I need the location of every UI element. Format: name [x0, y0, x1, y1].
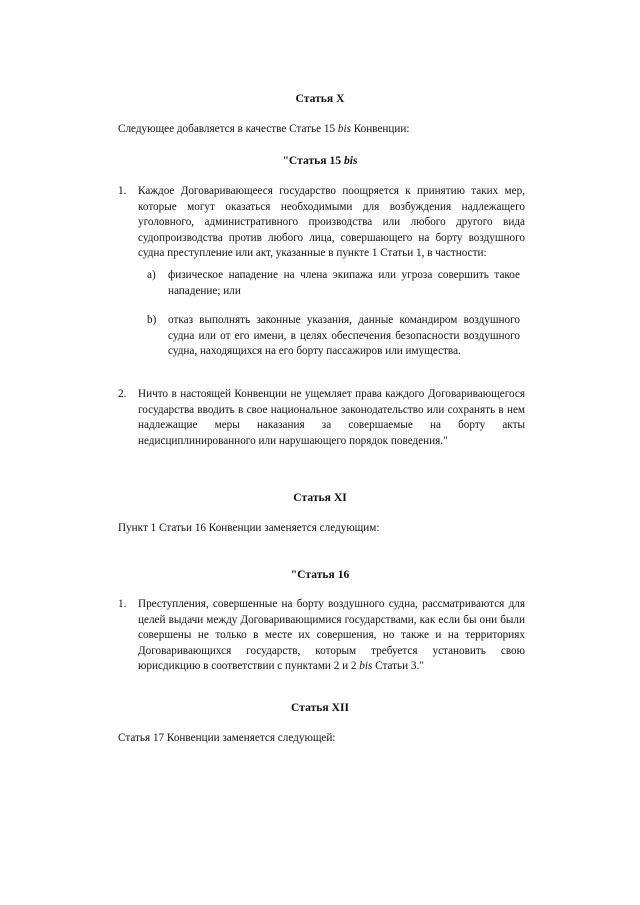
item-number: 1. [118, 598, 127, 610]
article-xi-intro: Пункт 1 Статьи 16 Конвенции заменяется следующим: [118, 522, 380, 534]
article-16-item-1 [118, 597, 528, 677]
item-text: Ничто в настоящей Конвенции не ущемляет права каждого Договаривающегося государства вводить в свое национальное законодательство или сохранять в нем надлежащие меры наказания за совершаемые на борту акты недисциплинированного или нарушающего порядок поведения." [138, 388, 525, 447]
article-xii-intro: Статья 17 Конвенции заменяется следующей: [118, 732, 336, 744]
subitem-label: a) [147, 269, 156, 281]
article-15bis-subitem-b [147, 313, 527, 377]
item-text: Каждое Договаривающееся государство поощряется к принятию таких мер, которые могут оказаться необходимыми для возбуждения надлежащего уголовного, административного производства или любого другого вида судопроизводства против любого лица, совершающего на борту воздушного судна преступление или акт, указанные в пункте 1 Статьи 1, в частности: [138, 185, 525, 260]
article-xi-heading: Статья XI [293, 491, 347, 504]
article-15bis-item-2 [118, 387, 528, 467]
item-text: Преступления, совершенные на борту воздушного судна, рассматриваются для целей выдачи между Договаривающимися государствами, как если бы они были совершены не только в месте их совершения, но также и на территориях Договаривающихся государств, которым требуется установить свою юрисдикцию в соответствии с пунктами 2 и 2 bis Статьи 3." [138, 598, 525, 673]
article-x-heading: Статья X [295, 92, 345, 105]
article-16-heading: "Статья 16 [290, 568, 350, 581]
item-number: 2. [118, 388, 127, 400]
article-xii-heading: Статья XII [291, 701, 349, 714]
subitem-text: отказ выполнять законные указания, данные командиром воздушного судна или от его имени, в целях обеспечения безопасности воздушного судна, находящихся на его борту пассажиров или имущества. [168, 314, 520, 358]
item-number: 1. [118, 185, 127, 197]
subitem-text: физическое нападение на члена экипажа или угроза совершить такое нападение; или [168, 269, 520, 297]
subitem-label: b) [147, 314, 157, 326]
article-15bis-subitem-a [147, 268, 527, 302]
article-x-intro: Следующее добавляется в качестве Статье 15 bis Конвенции: [118, 123, 410, 135]
article-15bis-heading: "Статья 15 bis [282, 154, 358, 167]
article-15bis-item-1 [118, 184, 528, 264]
